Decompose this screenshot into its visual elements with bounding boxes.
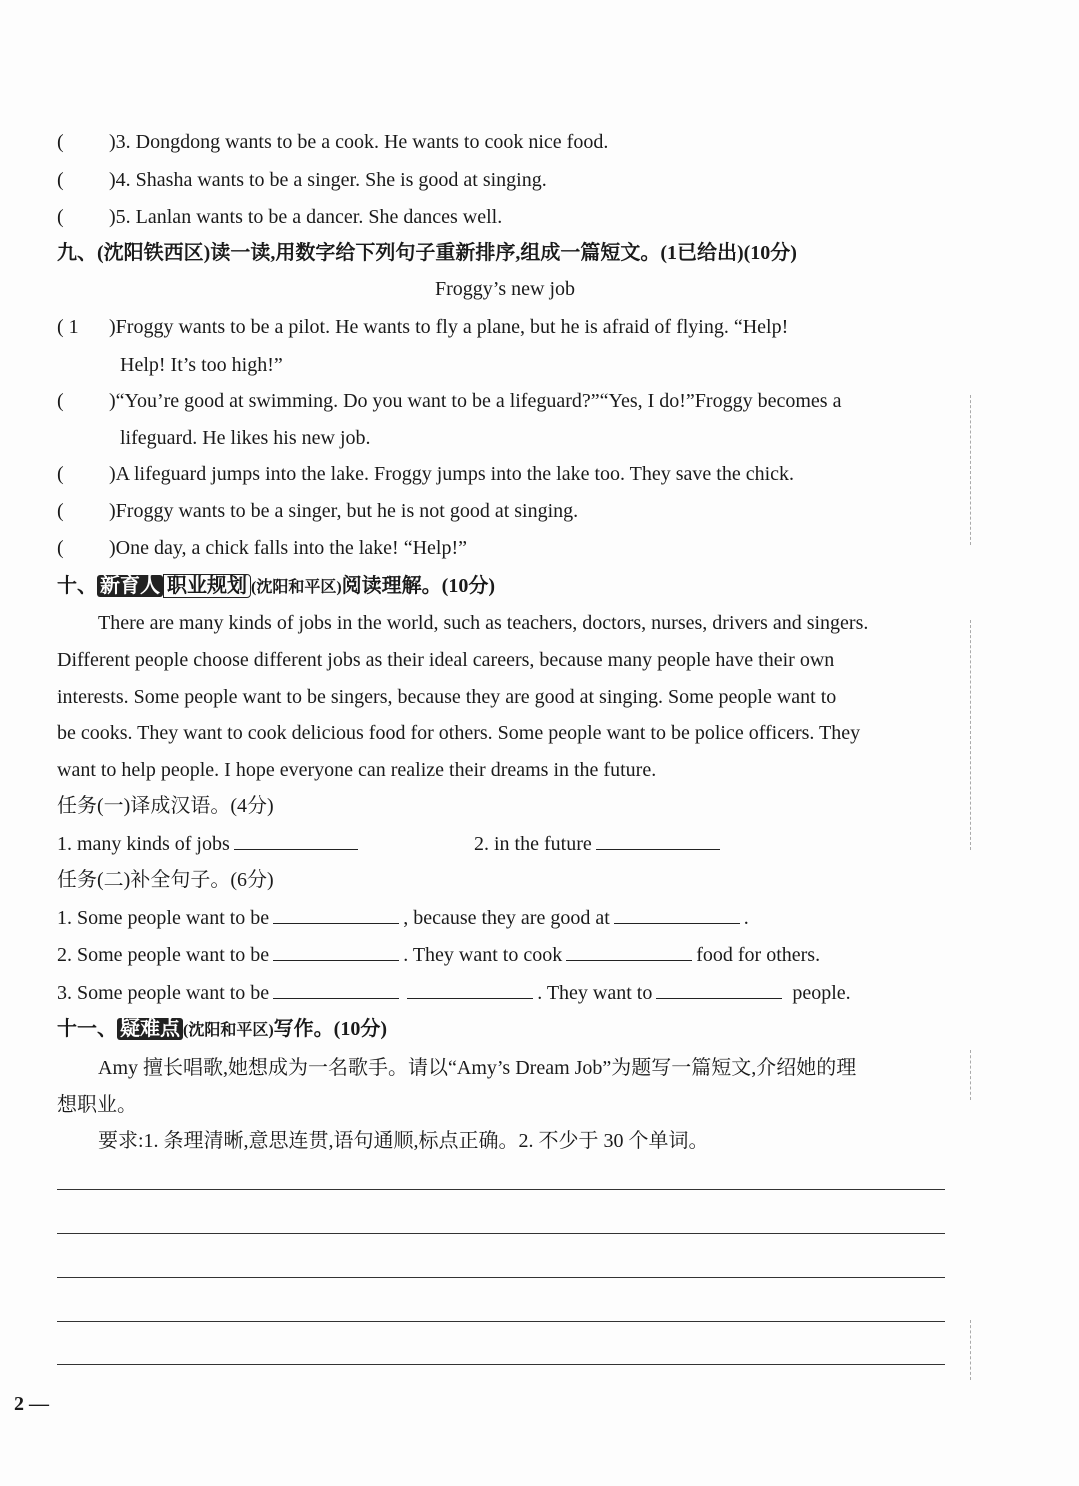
writing-line[interactable] — [57, 1233, 945, 1234]
writing-prompt: Amy 擅长唱歌,她想成为一名歌手。请以“Amy’s Dream Job”为题写一篇短文,介绍她的理 — [98, 1057, 857, 1079]
binding-margin-line — [970, 1050, 971, 1100]
order-item — [57, 535, 467, 561]
section-10-heading — [57, 573, 495, 601]
item-text: )“You’re good at swimming. Do you want to be a lifeguard?”“Yes, I do!”Froggy becomes a — [109, 390, 842, 412]
binding-margin-line — [970, 1320, 971, 1380]
writing-line[interactable] — [57, 1189, 945, 1190]
item-text-cont: lifeguard. He likes his new job. — [120, 427, 371, 449]
answer-bracket[interactable]: ( — [57, 169, 64, 191]
passage-line: be cooks. They want to cook delicious food for others. Some people want to be police officers. They — [57, 722, 861, 744]
item-text: )3. Dongdong wants to be a cook. He wants to cook nice food. — [109, 131, 609, 153]
section-title: 阅读理解。(10分) — [341, 575, 495, 597]
page-number: 2 — — [14, 1393, 49, 1415]
order-item — [57, 314, 788, 340]
order-item — [57, 461, 794, 487]
answer-blank[interactable] — [656, 980, 782, 999]
section-11-heading — [57, 1016, 387, 1044]
question-text: food for others. — [696, 944, 821, 966]
passage-title: Froggy’s new job — [435, 278, 575, 300]
writing-line[interactable] — [57, 1321, 945, 1322]
writing-prompt: 想职业。 — [57, 1094, 137, 1116]
question-text: people. — [792, 982, 851, 1004]
answer-blank[interactable] — [273, 905, 399, 924]
task-1-q1 — [57, 831, 362, 857]
given-answer: 1 — [68, 316, 79, 338]
writing-line[interactable] — [57, 1364, 945, 1365]
task-1-q2 — [474, 831, 724, 857]
question-text: . They want to — [537, 982, 653, 1004]
question-item — [57, 129, 608, 155]
answer-bracket[interactable]: ( — [57, 131, 64, 153]
badge: 新育人 — [97, 575, 163, 597]
question-item — [57, 204, 502, 230]
region-label: (沈阳和平区) — [251, 579, 342, 596]
item-text: )One day, a chick falls into the lake! “Help!” — [109, 537, 467, 559]
task-1-heading: 任务(一)译成汉语。(4分) — [57, 795, 274, 817]
answer-blank[interactable] — [407, 980, 533, 999]
order-item — [57, 498, 578, 524]
item-text: )4. Shasha wants to be a singer. She is good at singing. — [109, 169, 547, 191]
question-text: 1. Some people want to be — [57, 907, 270, 929]
item-text: )Froggy wants to be a pilot. He wants to fly a plane, but he is afraid of flying. “Help! — [109, 316, 789, 338]
answer-bracket[interactable]: ( — [57, 537, 64, 559]
question-text: . They want to cook — [403, 944, 563, 966]
answer-bracket[interactable]: ( — [57, 500, 64, 522]
passage-line: There are many kinds of jobs in the world, such as teachers, doctors, nurses, drivers and singers. — [98, 612, 869, 634]
section-number: 十、 — [57, 575, 97, 597]
answer-blank[interactable] — [273, 942, 399, 961]
item-text: )A lifeguard jumps into the lake. Froggy jumps into the lake too. They save the chick. — [109, 463, 795, 485]
question-item — [57, 167, 547, 193]
binding-margin-line — [970, 620, 971, 850]
item-text-cont: Help! It’s too high!” — [120, 354, 283, 376]
question-text: 2. in the future — [474, 833, 592, 855]
question-text: 3. Some people want to be — [57, 982, 270, 1004]
item-text: )Froggy wants to be a singer, but he is not good at singing. — [109, 500, 579, 522]
item-text: )5. Lanlan wants to be a dancer. She dances well. — [109, 206, 503, 228]
order-item — [57, 388, 841, 414]
answer-bracket[interactable]: ( — [57, 463, 64, 485]
passage-line: Different people choose different jobs as their ideal careers, because many people have their own — [57, 649, 835, 671]
answer-blank[interactable] — [234, 831, 358, 850]
section-9-heading: 九、(沈阳铁西区)读一读,用数字给下列句子重新排序,组成一篇短文。(1已给出)(10分) — [57, 242, 797, 264]
answer-blank[interactable] — [596, 831, 720, 850]
question-text: 2. Some people want to be — [57, 944, 270, 966]
task-2-q2 — [57, 942, 820, 968]
answer-bracket[interactable]: ( — [57, 206, 64, 228]
writing-requirements: 要求:1. 条理清晰,意思连贯,语句通顺,标点正确。2. 不少于 30 个单词。 — [98, 1130, 709, 1152]
answer-blank[interactable] — [273, 980, 399, 999]
question-text: . — [743, 907, 749, 929]
passage-line: interests. Some people want to be singers, because they are good at singing. Some people want to — [57, 686, 837, 708]
binding-margin-line — [970, 395, 971, 545]
section-title: 写作。(10分) — [273, 1018, 387, 1040]
writing-line[interactable] — [57, 1277, 945, 1278]
question-text: 1. many kinds of jobs — [57, 833, 230, 855]
answer-blank[interactable] — [566, 942, 692, 961]
region-label: (沈阳和平区) — [183, 1022, 274, 1039]
section-number: 十一、 — [57, 1018, 117, 1040]
badge: 疑难点 — [117, 1018, 183, 1040]
answer-bracket[interactable]: ( 1 — [57, 316, 79, 338]
task-2-heading: 任务(二)补全句子。(6分) — [57, 869, 274, 891]
passage-line: want to help people. I hope everyone can realize their dreams in the future. — [57, 759, 657, 781]
task-2-q3 — [57, 980, 851, 1006]
question-text: , because they are good at — [403, 907, 610, 929]
answer-blank[interactable] — [614, 905, 740, 924]
answer-bracket[interactable]: ( — [57, 390, 64, 412]
badge: 职业规划 — [163, 574, 251, 598]
task-2-q1 — [57, 905, 749, 931]
